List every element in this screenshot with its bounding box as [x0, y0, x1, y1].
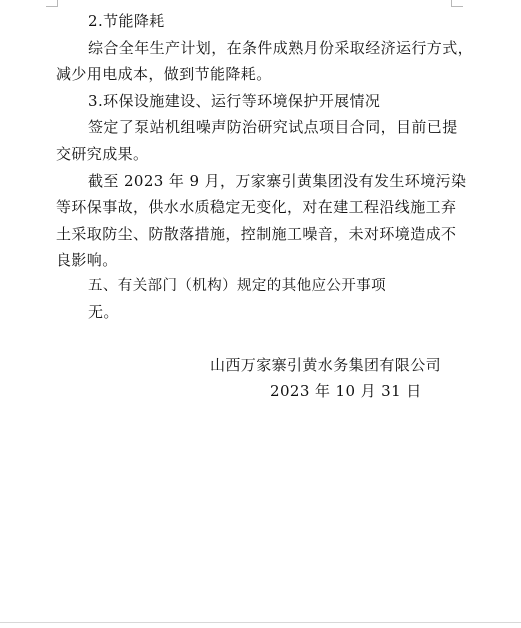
section-heading-environmental: 3.环保设施建设、运行等环境保护开展情况	[88, 92, 381, 110]
section-heading-energy-saving: 2.节能降耗	[88, 12, 165, 30]
margin-corner-mark-left	[46, 0, 58, 7]
paragraph-line: 无。	[88, 303, 119, 321]
paragraph-line: 综合全年生产计划，在条件成熟月份采取经济运行方式，	[88, 39, 474, 57]
signature-date: 2023 年 10 月 31 日	[270, 382, 422, 400]
margin-corner-mark-right	[451, 0, 463, 7]
paragraph-line: 交研究成果。	[56, 145, 149, 163]
paragraph-line: 签定了泵站机组噪声防治研究试点项目合同，目前已提	[88, 118, 458, 136]
paragraph-line: 减少用电成本，做到节能降耗。	[56, 65, 272, 83]
signature-organization: 山西万家寨引黄水务集团有限公司	[210, 356, 442, 374]
paragraph-line: 土采取防尘、防散落措施，控制施工噪音，未对环境造成不	[56, 225, 457, 243]
paragraph-line: 等环保事故，供水水质稳定无变化，对在建工程沿线施工弃	[56, 198, 457, 216]
paragraph-line: 截至 2023 年 9 月，万家寨引黄集团没有发生环境污染	[88, 172, 467, 190]
page-bottom-divider	[0, 622, 521, 623]
section-heading-other-matters: 五、有关部门（机构）规定的其他应公开事项	[88, 278, 386, 294]
paragraph-line: 良影响。	[56, 251, 118, 269]
